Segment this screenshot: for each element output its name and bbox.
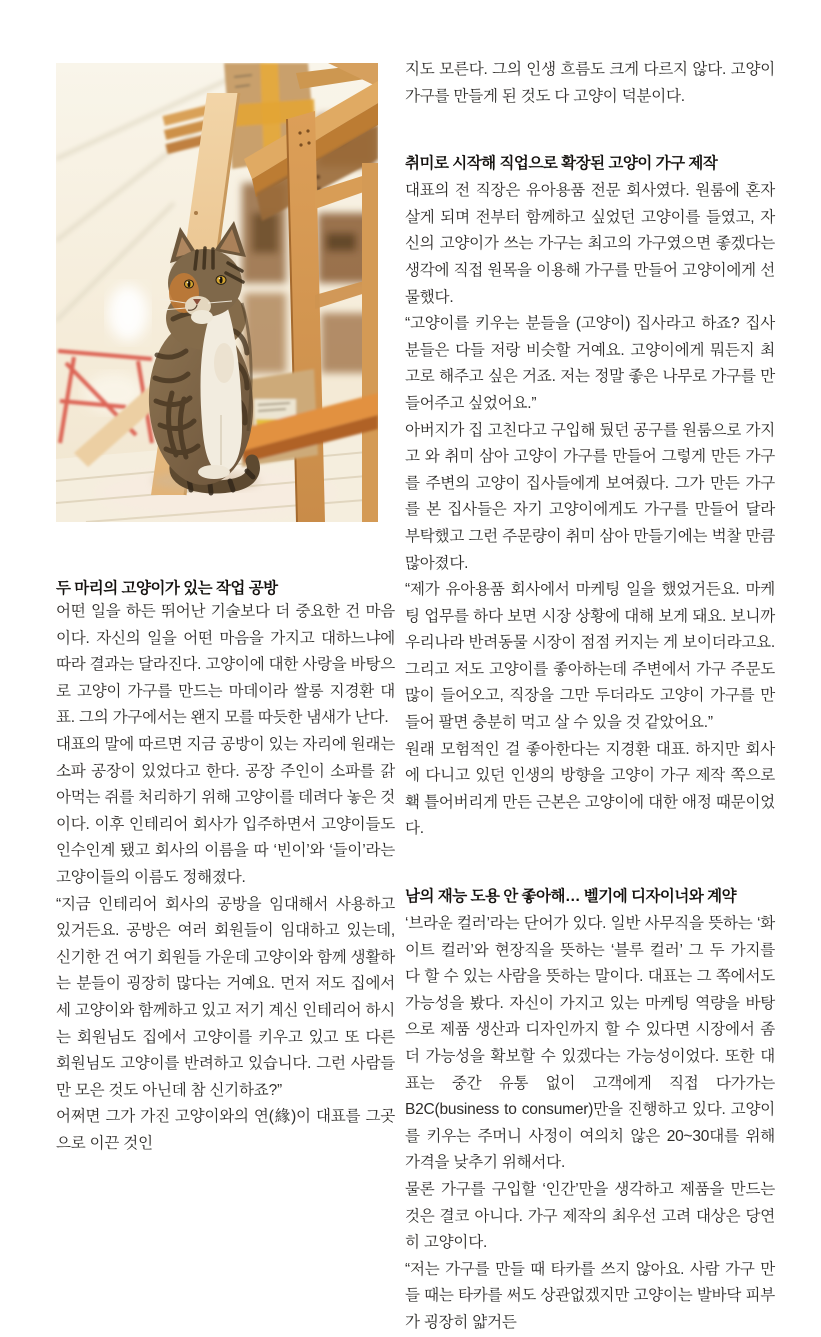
right-s2-paragraph-3: “저는 가구를 만들 때 타카를 쓰지 않아요. 사람 가구 만들 때는 타카를 써도 상관없겠지만 고양이는 발바닥 피부가 굉장히 얇거든	[405, 1260, 775, 1331]
right-s1-paragraph-2: “고양이를 키우는 분들을 (고양이) 집사라고 하죠? 집사분들은 다들 저랑 비슷할 거예요. 고양이에게 뭐든지 최고로 해주고 싶은 거죠. 저는 정말 좋은 나무로 가구를 만들어주고 싶었어요.”	[405, 315, 775, 412]
left-column	[56, 63, 395, 1157]
right-section-heading-2: 남의 재능 도용 안 좋아해… 벨기에 디자이너와 계약	[405, 888, 737, 906]
left-paragraph-2: 대표의 말에 따르면 지금 공방이 있는 자리에 원래는 소파 공장이 있었다고 한다. 공장 주인이 소파를 갉아먹는 쥐를 처리하기 위해 고양이를 데려다 놓은 것이다. 이후 인테리어 회사가 입주하면서 고양이들도 인수인계 됐고 회사의 이름을 따 ‘빈이’와 ‘들이’라는 고양이들의 이름도 정해졌다.	[56, 735, 395, 886]
cat-paws	[198, 465, 230, 479]
right-s2-paragraph-2: 물론 가구를 구입할 ‘인간’만을 생각하고 제품을 만드는 것은 결코 아니다. 가구 제작의 최우선 고려 대상은 당연히 고양이다.	[405, 1180, 775, 1252]
left-section-heading: 두 마리의 고양이가 있는 작업 공방	[56, 580, 278, 597]
workshop-cat-photo	[56, 63, 378, 522]
right-s1-paragraph-4: “제가 유아용품 회사에서 마케팅 일을 했었거든요. 마케팅 업무를 하다 보면 시장 상황에 대해 보게 돼요. 보니까 우리나라 반려동물 시장이 점점 커지는 게 보이더라고요. 그리고 저도 고양이를 좋아하는데 주변에서 가구 주문도 많이 들어오고, 직장을 그만 두더라도 고양이 가구를 만들어 팔면 충분히 먹고 살 수 있을 것 같았어요.”	[405, 581, 775, 732]
left-paragraph-3: “지금 인테리어 회사의 공방을 임대해서 사용하고 있거든요. 공방은 여러 회원들이 임대하고 있는데, 신기한 건 여기 회원들 가운데 고양이와 함께 생활하는 분들이 굉장히 많다는 거예요. 먼저 저도 집에서 세 고양이와 함께하고 있고 저기 계신 인테리어 하시는 회원님도 집에서 고양이를 키우고 있고 또 다른 회원님도 고양이를 반려하고 있습니다. 그런 사람들만 모은 것도 아닌데 참 신기하죠?”	[56, 895, 395, 1099]
right-section-heading-1: 취미로 시작해 직업으로 확장된 고양이 가구 제작	[405, 155, 718, 173]
left-paragraph-4: 어쩌면 그가 가진 고양이와의 연(緣)이 대표를 그곳으로 이끈 것인	[56, 1108, 395, 1152]
right-s1-paragraph-3: 아버지가 집 고친다고 구입해 뒀던 공구를 원룸으로 가지고 와 취미 삼아 고양이 가구를 만들어 그렇게 만든 가구를 주변의 고양이 집사들에게 보여줬다. 그가 만든 가구를 본 집사들은 자기 고양이에게도 가구를 만들어 달라 부탁했고 그런 주문량이 취미 삼아 만들기에는 벅찰 만큼 많아졌다.	[405, 421, 775, 572]
right-column	[405, 57, 775, 1337]
continuation-paragraph: 지도 모른다. 그의 인생 흐름도 크게 다르지 않다. 고양이 가구를 만들게 된 것도 다 고양이 덕분이다.	[405, 61, 775, 105]
right-s1-paragraph-5: 원래 모험적인 걸 좋아한다는 지경환 대표. 하지만 회사에 다니고 있던 인생의 방향을 고양이 가구 제작 쪽으로 홱 틀어버리게 만든 근본은 고양이에 대한 애정 때문이었다.	[405, 740, 775, 838]
left-paragraph-1: 어떤 일을 하든 뛰어난 기술보다 더 중요한 건 마음이다. 자신의 일을 어떤 마음을 가지고 대하느냐에 따라 결과는 달라진다. 고양이에 대한 사랑을 바탕으로 고양이 가구를 만드는 마데이라 쌀롱 지경환 대표. 그의 가구에서는 왠지 모를 따듯한 냄새가 난다.	[56, 603, 395, 727]
cat-photo-illustration	[56, 63, 378, 522]
right-s2-paragraph-1: ‘브라운 컬러’라는 단어가 있다. 일반 사무직을 뜻하는 ‘화이트 컬러’와 현장직을 뜻하는 ‘블루 컬러’ 그 두 가지를 다 할 수 있는 사람을 뜻하는 말이다. 대표는 그 쪽에서도 가능성을 봤다. 자신이 가지고 있는 마케팅 역량을 바탕으로 제품 생산과 디자인까지 할 수 있다면 시장에서 좀 더 가능성을 확보할 수 있겠다는 가능성이었다. 또한 대표는 중간 유통 없이 고객에게 직접 다가가는 B2C(business to consumer)만을 진행하고 있다. 고양이를 키우는 주머니 사정이 여의치 않은 20~30대를 위해 가격을 낮추기 위해서다.	[405, 915, 775, 1172]
right-s1-paragraph-1: 대표의 전 직장은 유아용품 전문 회사였다. 원룸에 혼자 살게 되며 전부터 함께하고 싶었던 고양이를 들였고, 자신의 고양이가 쓰는 가구는 최고의 가구였으면 좋겠다는 생각에 직접 원목을 이용해 가구를 만들어 고양이에게 선물했다.	[405, 182, 775, 306]
